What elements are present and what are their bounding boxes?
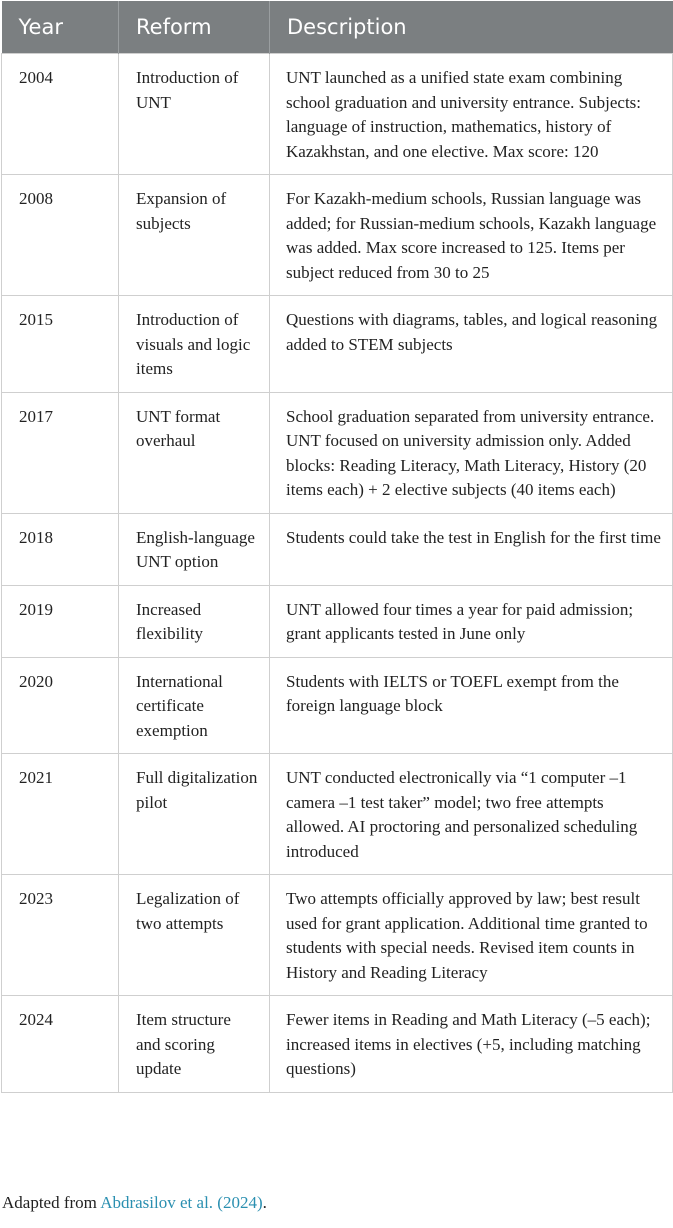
source-link[interactable]: Abdrasilov et al. (2024) <box>100 1193 263 1212</box>
table-row <box>2 392 673 513</box>
reform-table <box>1 1 673 1093</box>
table-row <box>2 175 673 296</box>
cell-description: UNT allowed four times a year for paid admission; grant applicants tested in June only <box>270 585 673 657</box>
source-note <box>2 1193 267 1213</box>
cell-description: For Kazakh-medium schools, Russian language was added; for Russian-medium schools, Kazakh language was added. Max score increased to 125. Items per subject reduced from 30 to 25 <box>270 175 673 296</box>
source-prefix: Adapted from <box>2 1193 101 1212</box>
reform-table-container <box>1 1 672 1093</box>
cell-reform: Legalization of two attempts <box>119 875 270 996</box>
cell-year: 2021 <box>2 754 119 875</box>
table-row <box>2 875 673 996</box>
cell-year: 2019 <box>2 585 119 657</box>
cell-year: 2008 <box>2 175 119 296</box>
cell-description: Students with IELTS or TOEFL exempt from the foreign language block <box>270 657 673 754</box>
cell-description: School graduation separated from university entrance. UNT focused on university admission only. Added blocks: Reading Literacy, Math Literacy, History (20 items each) + 2 elective subjects (40 items each) <box>270 392 673 513</box>
cell-reform: Introduction of UNT <box>119 54 270 175</box>
cell-reform: UNT format overhaul <box>119 392 270 513</box>
cell-description: Students could take the test in English for the first time <box>270 513 673 585</box>
cell-reform: English-language UNT option <box>119 513 270 585</box>
cell-reform: International certificate exemption <box>119 657 270 754</box>
cell-reform: Increased flexibility <box>119 585 270 657</box>
table-row <box>2 296 673 393</box>
cell-year: 2023 <box>2 875 119 996</box>
cell-year: 2004 <box>2 54 119 175</box>
table-row <box>2 513 673 585</box>
cell-reform: Full digitalization pilot <box>119 754 270 875</box>
cell-year: 2018 <box>2 513 119 585</box>
cell-year: 2020 <box>2 657 119 754</box>
cell-reform: Item structure and scoring update <box>119 996 270 1093</box>
cell-year: 2024 <box>2 996 119 1093</box>
cell-description: Questions with diagrams, tables, and logical reasoning added to STEM subjects <box>270 296 673 393</box>
header-description: Description <box>270 1 673 54</box>
cell-year: 2017 <box>2 392 119 513</box>
header-year: Year <box>2 1 119 54</box>
header-reform: Reform <box>119 1 270 54</box>
cell-reform: Introduction of visuals and logic items <box>119 296 270 393</box>
table-row <box>2 754 673 875</box>
cell-reform: Expansion of subjects <box>119 175 270 296</box>
cell-year: 2015 <box>2 296 119 393</box>
table-row <box>2 657 673 754</box>
cell-description: Two attempts officially approved by law; best result used for grant application. Additional time granted to students with special needs. Revised item counts in History and Reading Literacy <box>270 875 673 996</box>
table-row <box>2 996 673 1093</box>
table-row <box>2 585 673 657</box>
cell-description: UNT launched as a unified state exam combining school graduation and university entrance. Subjects: language of instruction, mathematics, history of Kazakhstan, and one elective. Max score: 120 <box>270 54 673 175</box>
cell-description: UNT conducted electronically via “1 computer –1 camera –1 test taker” model; two free attempts allowed. AI proctoring and personalized scheduling introduced <box>270 754 673 875</box>
cell-description: Fewer items in Reading and Math Literacy (–5 each); increased items in electives (+5, including matching questions) <box>270 996 673 1093</box>
table-row <box>2 54 673 175</box>
header-row <box>2 1 673 54</box>
source-suffix: . <box>262 1193 267 1212</box>
